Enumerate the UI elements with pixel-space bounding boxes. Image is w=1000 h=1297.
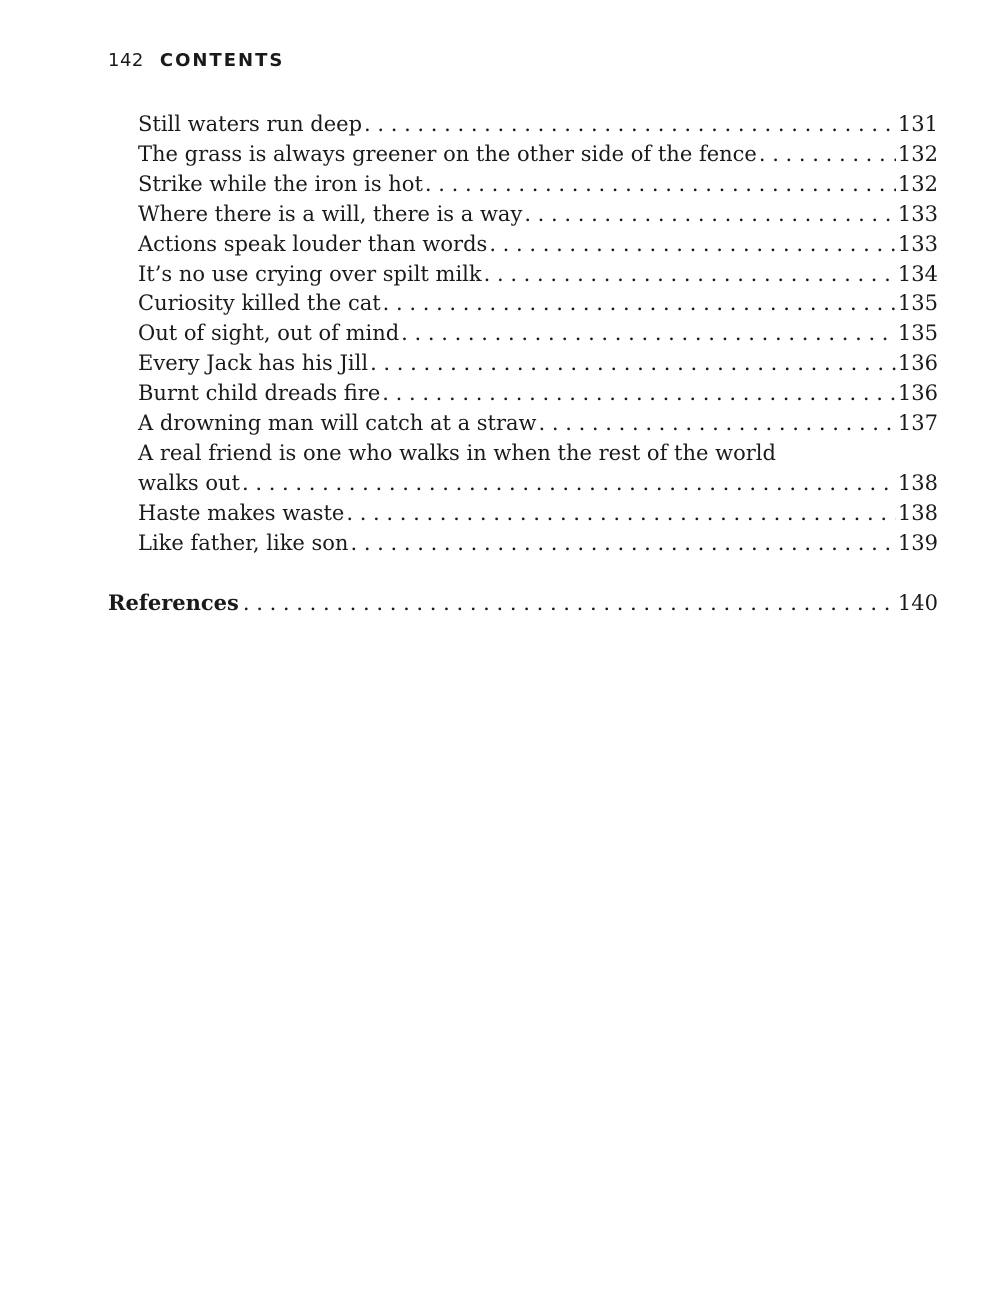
- toc-entry-page: 133: [897, 201, 938, 226]
- dot-leader: [243, 588, 894, 618]
- dot-leader: [489, 230, 896, 260]
- dot-leader: [425, 170, 896, 200]
- dot-leader: [346, 499, 896, 529]
- toc-entry-references[interactable]: [108, 588, 938, 618]
- dot-leader: [242, 469, 896, 499]
- toc-entry-title: A drowning man will catch at a straw: [138, 411, 537, 436]
- dot-leader: [383, 289, 896, 319]
- running-title: CONTENTS: [159, 50, 285, 71]
- toc-entry[interactable]: [138, 170, 938, 200]
- dot-leader: [539, 409, 896, 439]
- toc-entry-page: 138: [897, 470, 938, 495]
- dot-leader: [401, 319, 896, 349]
- references-title: References: [108, 590, 239, 615]
- toc-entry-page: 135: [897, 291, 938, 316]
- table-of-contents: [138, 110, 938, 559]
- toc-entry-title: Every Jack has his Jill: [138, 351, 369, 376]
- toc-entry-title: Out of sight, out of mind: [138, 321, 400, 346]
- toc-entry-title: Like father, like son: [138, 530, 349, 555]
- running-header: [108, 50, 284, 71]
- toc-entry-page: 134: [897, 261, 938, 286]
- toc-entry-title: Where there is a will, there is a way: [138, 201, 523, 226]
- toc-entry-page: 135: [897, 321, 938, 346]
- toc-entry-page: 136: [897, 351, 938, 376]
- toc-entry-page: 132: [897, 171, 938, 196]
- dot-leader: [759, 140, 896, 170]
- toc-entry-page: 139: [897, 530, 938, 555]
- toc-entry-title: Burnt child dreads fire: [138, 381, 381, 406]
- toc-entry-title-continued: walks out: [138, 470, 240, 495]
- toc-entry-page: 132: [897, 141, 938, 166]
- toc-entry[interactable]: [138, 409, 938, 439]
- dot-leader: [350, 529, 895, 559]
- toc-entry-title: Strike while the iron is hot: [138, 171, 423, 196]
- toc-entry-continuation: [138, 469, 938, 499]
- toc-entry-page: 138: [897, 500, 938, 525]
- toc-entry-page: 137: [897, 411, 938, 436]
- toc-entry-page: 131: [897, 112, 938, 136]
- toc-entry-title: The grass is always greener on the other side of the fence: [138, 141, 757, 166]
- references-page: 140: [897, 591, 938, 615]
- toc-entry[interactable]: [138, 289, 938, 319]
- toc-entry-title: Actions speak louder than words: [138, 231, 488, 256]
- toc-entry[interactable]: [138, 200, 938, 230]
- dot-leader: [382, 379, 896, 409]
- toc-entry[interactable]: [138, 140, 938, 170]
- toc-entry[interactable]: [138, 230, 938, 260]
- toc-entry[interactable]: [138, 319, 938, 349]
- toc-entry-title: Still waters run deep: [138, 112, 363, 136]
- toc-entry[interactable]: [138, 499, 938, 529]
- toc-entry-title: Curiosity killed the cat: [138, 291, 381, 316]
- toc-entry[interactable]: [138, 349, 938, 379]
- toc-entry-page: 133: [897, 231, 938, 256]
- toc-entry[interactable]: [138, 439, 938, 499]
- toc-entry[interactable]: [138, 260, 938, 290]
- toc-entry-page: 136: [897, 381, 938, 406]
- toc-entry-title: Haste makes waste: [138, 500, 345, 525]
- page-number: 142: [108, 50, 144, 71]
- dot-leader: [484, 260, 896, 290]
- dot-leader: [370, 349, 896, 379]
- dot-leader: [524, 200, 896, 230]
- dot-leader: [364, 110, 896, 140]
- toc-entry-title: It’s no use crying over spilt milk: [138, 261, 482, 286]
- toc-entry[interactable]: [138, 110, 938, 140]
- toc-entry-title: A real friend is one who walks in when the rest of the world: [138, 440, 776, 465]
- toc-entry[interactable]: [138, 529, 938, 559]
- toc-entry[interactable]: [138, 379, 938, 409]
